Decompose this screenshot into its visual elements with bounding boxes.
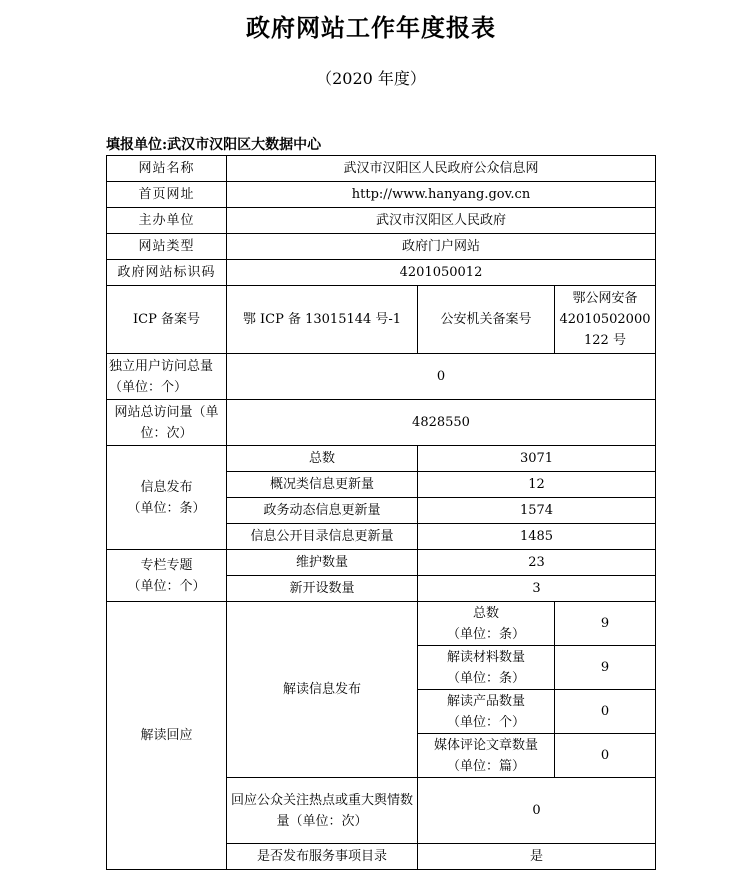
hotspot-value: 0 xyxy=(418,778,656,844)
interpret-label: 解读回应 xyxy=(107,602,227,870)
info-item-value: 3071 xyxy=(418,446,656,472)
unique-visitors-value: 0 xyxy=(227,354,656,400)
interpret-item-label-line1: 解读产品数量 xyxy=(446,693,525,709)
columns-label-line1: 专栏专题 xyxy=(140,557,193,573)
columns-label xyxy=(107,550,227,602)
columns-item-value: 3 xyxy=(418,576,656,602)
interpret-item-label-line2: （单位：条） xyxy=(446,670,525,686)
site-id-value: 4201050012 xyxy=(227,260,656,286)
police-value: 鄂公网安备 42010502000 122 号 xyxy=(555,286,656,354)
table-row xyxy=(107,354,656,400)
table-row xyxy=(107,550,656,576)
info-item-value: 12 xyxy=(418,472,656,498)
organizer-value: 武汉市汉阳区人民政府 xyxy=(227,208,656,234)
report-year: （2020 年度） xyxy=(316,69,426,88)
total-visits-value: 4828550 xyxy=(227,400,656,446)
info-item-value: 1485 xyxy=(418,524,656,550)
site-type-label: 网站类型 xyxy=(107,234,227,260)
table-row xyxy=(107,182,656,208)
organizer-label: 主办单位 xyxy=(107,208,227,234)
interpret-sub-label: 解读信息发布 xyxy=(227,602,418,778)
site-id-label: 政府网站标识码 xyxy=(107,260,227,286)
info-item-label: 信息公开目录信息更新量 xyxy=(227,524,418,550)
homepage-value: http://www.hanyang.gov.cn xyxy=(227,182,656,208)
info-item-value: 1574 xyxy=(418,498,656,524)
interpret-item-label xyxy=(418,602,555,646)
info-publish-label xyxy=(107,446,227,550)
info-publish-label-line2: （单位：条） xyxy=(127,500,206,516)
report-table xyxy=(106,155,656,870)
interpret-item-label xyxy=(418,734,555,778)
interpret-item-label xyxy=(418,646,555,690)
service-catalog-value: 是 xyxy=(418,844,656,870)
info-publish-label-line1: 信息发布 xyxy=(140,479,193,495)
info-item-label: 政务动态信息更新量 xyxy=(227,498,418,524)
table-row xyxy=(107,234,656,260)
site-type-value: 政府门户网站 xyxy=(227,234,656,260)
page-title: 政府网站工作年度报表 xyxy=(246,14,496,42)
interpret-item-value: 9 xyxy=(555,602,656,646)
table-row xyxy=(107,260,656,286)
table-row xyxy=(107,602,656,646)
police-label: 公安机关备案号 xyxy=(418,286,555,354)
info-item-label: 概况类信息更新量 xyxy=(227,472,418,498)
interpret-item-label xyxy=(418,690,555,734)
table-row xyxy=(107,446,656,472)
interpret-item-label-line2: （单位：条） xyxy=(446,626,525,642)
interpret-item-value: 0 xyxy=(555,690,656,734)
interpret-item-value: 0 xyxy=(555,734,656,778)
interpret-item-label-line1: 解读材料数量 xyxy=(446,649,525,665)
interpret-item-label-line1: 媒体评论文章数量 xyxy=(433,737,538,753)
service-catalog-label: 是否发布服务事项目录 xyxy=(227,844,418,870)
table-row xyxy=(107,286,656,354)
reporting-unit: 填报单位:武汉市汉阳区大数据中心 xyxy=(106,137,322,153)
interpret-item-label-line2: （单位：篇） xyxy=(446,758,525,774)
columns-item-value: 23 xyxy=(418,550,656,576)
interpret-item-label-line1: 总数 xyxy=(472,605,499,621)
icp-label: ICP 备案号 xyxy=(107,286,227,354)
columns-item-label: 新开设数量 xyxy=(227,576,418,602)
table-row xyxy=(107,208,656,234)
unique-visitors-label: 独立用户访问总量（单位：个） xyxy=(107,354,227,400)
homepage-label: 首页网址 xyxy=(107,182,227,208)
interpret-item-value: 9 xyxy=(555,646,656,690)
table-row xyxy=(107,156,656,182)
interpret-item-label-line2: （单位：个） xyxy=(446,714,525,730)
columns-item-label: 维护数量 xyxy=(227,550,418,576)
hotspot-label: 回应公众关注热点或重大舆情数量（单位：次） xyxy=(227,778,418,844)
site-name-value: 武汉市汉阳区人民政府公众信息网 xyxy=(227,156,656,182)
total-visits-label: 网站总访问量（单位：次） xyxy=(107,400,227,446)
columns-label-line2: （单位：个） xyxy=(127,578,206,594)
site-name-label: 网站名称 xyxy=(107,156,227,182)
icp-value: 鄂 ICP 备 13015144 号-1 xyxy=(227,286,418,354)
table-row xyxy=(107,400,656,446)
info-item-label: 总数 xyxy=(227,446,418,472)
